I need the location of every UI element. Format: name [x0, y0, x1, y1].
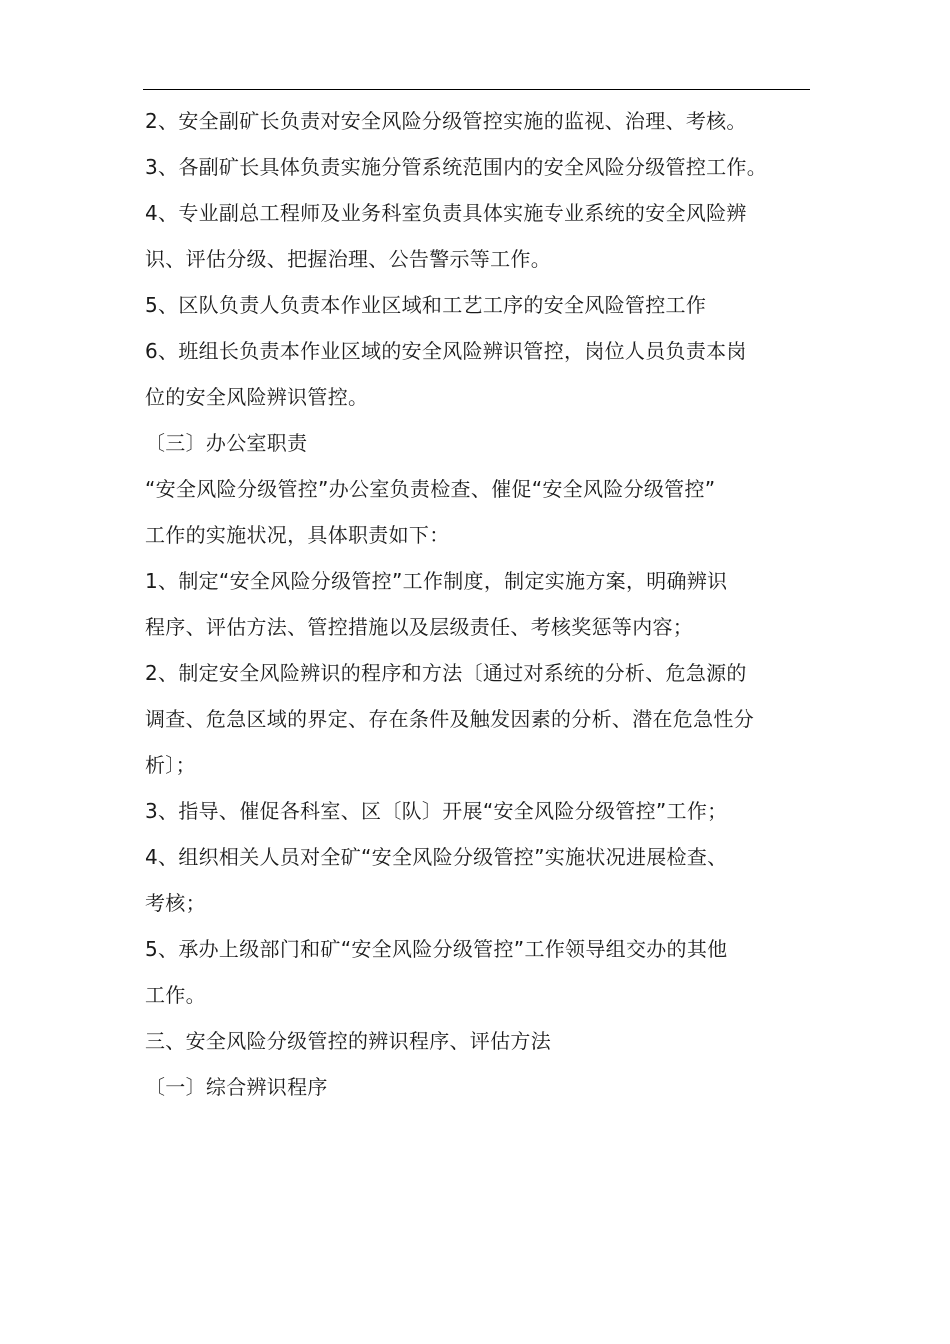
text-line: 3、各副矿长具体负责实施分管系统范围内的安全风险分级管控工作。	[145, 155, 768, 179]
text-line: 程序、评估方法、管控措施以及层级责任、考核奖惩等内容；	[145, 615, 694, 639]
text-line: 6、班组长负责本作业区域的安全风险辨识管控，岗位人员负责本岗	[145, 339, 747, 363]
text-line: 调查、危急区域的界定、存在条件及触发因素的分析、潜在危急性分	[145, 707, 754, 731]
text-line: 工作。	[145, 983, 206, 1007]
text-line: 位的安全风险辨识管控。	[145, 385, 369, 409]
header-rule	[143, 89, 810, 90]
subsection-heading: 〔一〕综合辨识程序	[145, 1075, 328, 1099]
text-line: 考核；	[145, 891, 206, 915]
text-line: 2、安全副矿长负责对安全风险分级管控实施的监视、治理、考核。	[145, 109, 747, 133]
section-heading: 〔三〕办公室职责	[145, 431, 308, 455]
text-line: 5、承办上级部门和矿“安全风险分级管控”工作领导组交办的其他	[145, 937, 728, 961]
text-line: 工作的实施状况，具体职责如下：	[145, 523, 450, 547]
document-body	[145, 98, 813, 1110]
text-line: 4、专业副总工程师及业务科室负责具体实施专业系统的安全风险辨	[145, 201, 747, 225]
text-line: 3、指导、催促各科室、区〔队〕开展“安全风险分级管控”工作；	[145, 799, 728, 823]
text-line: “安全风险分级管控”办公室负责检查、催促“安全风险分级管控”	[145, 477, 716, 501]
text-line: 识、评估分级、把握治理、公告警示等工作。	[145, 247, 551, 271]
text-line: 1、制定“安全风险分级管控”工作制度，制定实施方案，明确辨识	[145, 569, 728, 593]
text-line: 4、组织相关人员对全矿“安全风险分级管控”实施状况进展检查、	[145, 845, 728, 869]
text-line: 析〕；	[145, 753, 196, 777]
text-line: 2、制定安全风险辨识的程序和方法〔通过对系统的分析、危急源的	[145, 661, 747, 685]
section-heading: 三、安全风险分级管控的辨识程序、评估方法	[145, 1029, 551, 1053]
text-line: 5、区队负责人负责本作业区域和工艺工序的安全风险管控工作	[145, 293, 707, 317]
